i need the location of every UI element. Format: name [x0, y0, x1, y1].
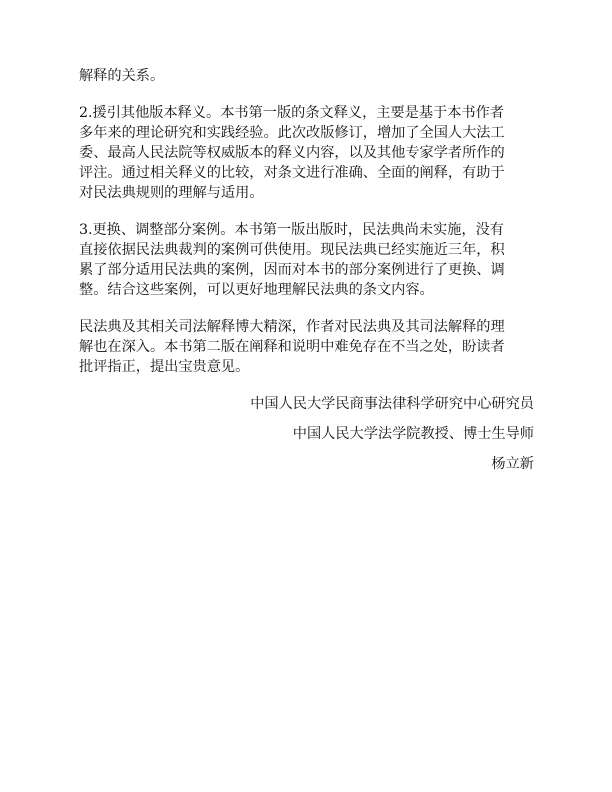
text-line: 2.援引其他版本释义。本书第一版的条文释义，主要是基于本书作者	[79, 105, 504, 121]
text-line: 多年来的理论研究和实践经验。此次改版修订，增加了全国人大法工	[79, 125, 505, 141]
text-line: 对民法典规则的理解与适用。	[79, 185, 264, 201]
text-line: 评注。通过相关释义的比较，对条文进行准确、全面的阐释，有助于	[79, 165, 505, 181]
text-line: 整。结合这些案例，可以更好地理解民法典的条文内容。	[79, 282, 434, 298]
text-line: 民法典及其相关司法解释博大精深，作者对民法典及其司法解释的理	[79, 319, 505, 335]
signature-affiliation-1: 中国人民大学民商事法律科学研究中心研究员	[250, 396, 534, 412]
text-line: 解释的关系。	[79, 68, 165, 84]
text-line: 直接依据民法典裁判的案例可供使用。现民法典已经实施近三年，积	[79, 242, 505, 258]
paragraph-point-2	[79, 103, 534, 203]
signature-affiliation-2: 中国人民大学法学院教授、博士生导师	[292, 426, 534, 442]
text-line: 解也在深入。本书第二版在阐释和说明中难免存在不当之处，盼读者	[79, 339, 505, 355]
body-text	[79, 66, 534, 474]
text-line: 批评指正，提出宝贵意见。	[79, 359, 250, 375]
text-line: 委、最高人民法院等权威版本的释义内容，以及其他专家学者所作的	[79, 145, 505, 161]
text-line: 3.更换、调整部分案例。本书第一版出版时，民法典尚未实施，没有	[79, 222, 504, 238]
text-line: 累了部分适用民法典的案例，因而对本书的部分案例进行了更换、调	[79, 262, 505, 278]
paragraph-closing	[79, 317, 534, 377]
signature-author: 杨立新	[491, 456, 534, 472]
paragraph-point-3	[79, 220, 534, 300]
paragraph-continuation	[79, 66, 534, 86]
